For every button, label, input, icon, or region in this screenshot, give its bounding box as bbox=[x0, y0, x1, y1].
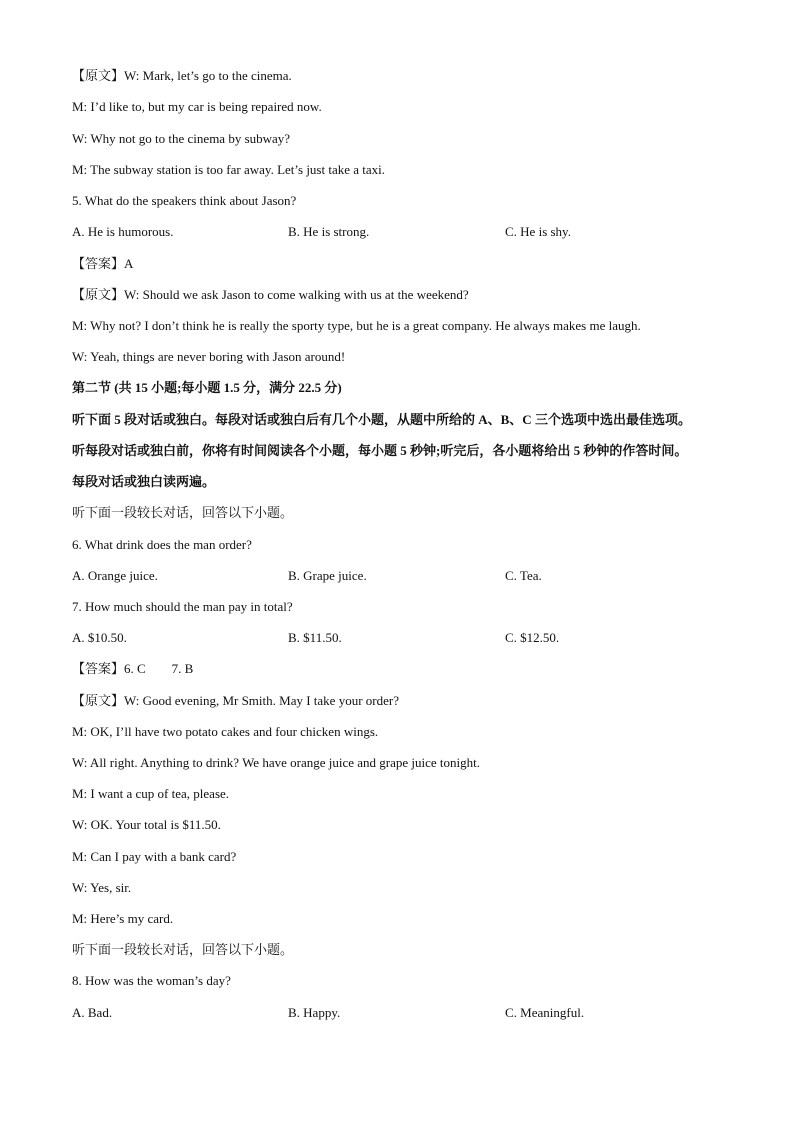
option-c: C. He is shy. bbox=[505, 224, 571, 239]
option-a: A. $10.50. bbox=[72, 630, 127, 645]
option-b: B. He is strong. bbox=[288, 224, 370, 239]
question-5-options bbox=[72, 223, 712, 241]
transcript-line: W: Why not go to the cinema by subway? bbox=[72, 131, 291, 146]
transcript-line: W: Yes, sir. bbox=[72, 880, 132, 895]
listen-prompt: 听下面一段较长对话，回答以下小题。 bbox=[72, 505, 294, 520]
option-c: C. Meaningful. bbox=[505, 1005, 585, 1020]
transcript-line: W: Yeah, things are never boring with Jason around! bbox=[72, 349, 346, 364]
option-b: B. $11.50. bbox=[288, 630, 342, 645]
answer-line: 【答案】6. C 7. B bbox=[72, 661, 194, 676]
transcript-line: M: I’d like to, but my car is being repaired now. bbox=[72, 99, 322, 114]
transcript-line: 【原文】W: Should we ask Jason to come walking with us at the weekend? bbox=[72, 287, 469, 302]
option-a: A. Orange juice. bbox=[72, 568, 158, 583]
question-5: 5. What do the speakers think about Jason? bbox=[72, 193, 297, 208]
transcript-line: M: The subway station is too far away. Let’s just take a taxi. bbox=[72, 162, 386, 177]
option-c: C. Tea. bbox=[505, 568, 542, 583]
question-7: 7. How much should the man pay in total? bbox=[72, 599, 293, 614]
question-6: 6. What drink does the man order? bbox=[72, 537, 252, 552]
answer-line: 【答案】A bbox=[72, 256, 134, 271]
transcript-line: W: OK. Your total is $11.50. bbox=[72, 817, 221, 832]
option-a: A. He is humorous. bbox=[72, 224, 174, 239]
section-heading: 第二节 (共 15 小题;每小题 1.5 分，满分 22.5 分) bbox=[72, 380, 342, 395]
question-8-options bbox=[72, 1004, 712, 1022]
transcript-line: M: Why not? I don’t think he is really the sporty type, but he is a great company. He always makes me laugh. bbox=[72, 318, 641, 333]
instructions-line: 听下面 5 段对话或独白。每段对话或独白后有几个小题，从题中所给的 A、B、C 三个选项中选出最佳选项。 bbox=[72, 412, 691, 427]
option-b: B. Grape juice. bbox=[288, 568, 367, 583]
option-c: C. $12.50. bbox=[505, 630, 560, 645]
question-8: 8. How was the woman’s day? bbox=[72, 973, 231, 988]
instructions-line: 听每段对话或独白前，你将有时间阅读各个小题，每小题 5 秒钟;听完后，各小题将给出 5 秒钟的作答时间。 bbox=[72, 443, 688, 458]
transcript-line: M: Here’s my card. bbox=[72, 911, 174, 926]
transcript-line: 【原文】W: Mark, let’s go to the cinema. bbox=[72, 68, 292, 83]
listen-prompt: 听下面一段较长对话，回答以下小题。 bbox=[72, 942, 294, 957]
transcript-line: M: I want a cup of tea, please. bbox=[72, 786, 230, 801]
instructions-line: 每段对话或独白读两遍。 bbox=[72, 474, 216, 489]
option-b: B. Happy. bbox=[288, 1005, 341, 1020]
transcript-line: M: Can I pay with a bank card? bbox=[72, 849, 237, 864]
option-a: A. Bad. bbox=[72, 1005, 113, 1020]
transcript-line: M: OK, I’ll have two potato cakes and four chicken wings. bbox=[72, 724, 379, 739]
transcript-line: 【原文】W: Good evening, Mr Smith. May I take your order? bbox=[72, 693, 399, 708]
transcript-line: W: All right. Anything to drink? We have orange juice and grape juice tonight. bbox=[72, 755, 480, 770]
question-6-options bbox=[72, 567, 712, 585]
question-7-options bbox=[72, 629, 712, 647]
